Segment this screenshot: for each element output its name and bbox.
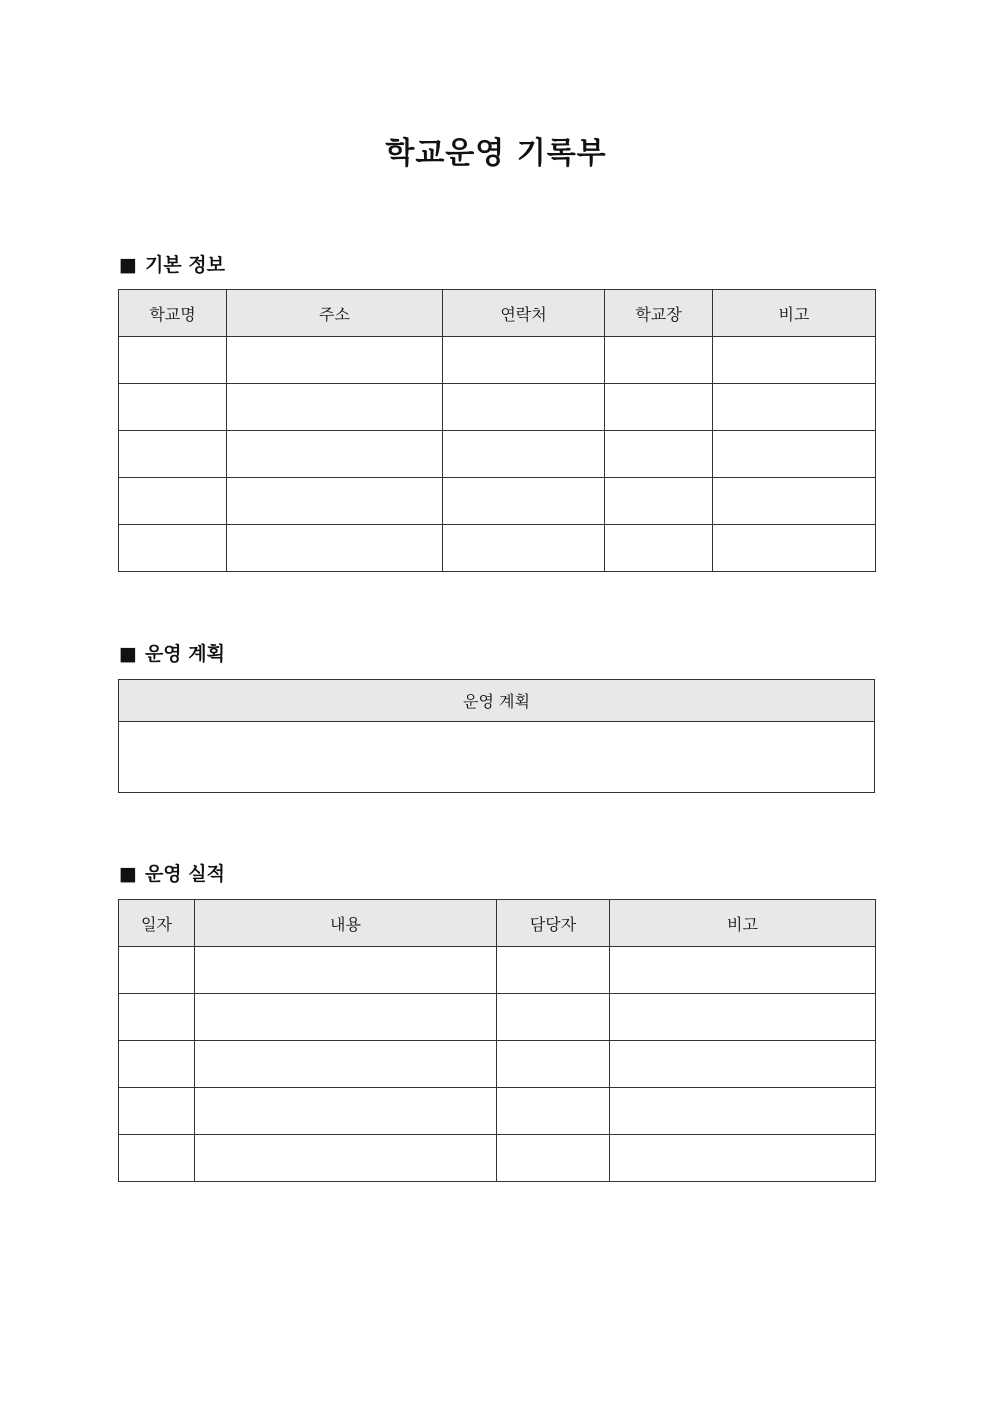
table-cell[interactable] (195, 1088, 497, 1135)
section-title: 운영 실적 (144, 863, 225, 885)
table-cell[interactable] (195, 994, 497, 1041)
table-cell[interactable] (713, 384, 876, 431)
column-header-address: 주소 (227, 290, 443, 337)
table-cell[interactable] (610, 947, 876, 994)
table-header-row (119, 900, 876, 947)
table-cell[interactable] (119, 525, 227, 572)
table-cell[interactable] (713, 525, 876, 572)
column-header-contact: 연락처 (443, 290, 605, 337)
table-header-row (119, 680, 875, 722)
plan-content-cell[interactable] (119, 722, 875, 793)
table-cell[interactable] (713, 337, 876, 384)
table-cell[interactable] (610, 1041, 876, 1088)
table-row (119, 1088, 876, 1135)
table-cell[interactable] (227, 337, 443, 384)
results-table (118, 899, 876, 1182)
table-row (119, 431, 876, 478)
section-title: 운영 계획 (144, 643, 225, 665)
table-cell[interactable] (119, 431, 227, 478)
table-cell[interactable] (195, 1041, 497, 1088)
document-title: 학교운영 기록부 (385, 136, 607, 171)
table-cell[interactable] (605, 337, 713, 384)
table-row (119, 947, 876, 994)
column-header-person-in-charge: 담당자 (497, 900, 610, 947)
table-cell[interactable] (227, 384, 443, 431)
table-cell[interactable] (443, 337, 605, 384)
section-heading-results (119, 861, 225, 887)
table-cell[interactable] (443, 431, 605, 478)
table-cell[interactable] (119, 337, 227, 384)
basic-info-table (118, 289, 876, 572)
table-cell[interactable] (713, 478, 876, 525)
table-cell[interactable] (119, 947, 195, 994)
section-heading-plan (119, 641, 225, 667)
column-header-school-name: 학교명 (119, 290, 227, 337)
square-bullet-icon: ■ (119, 254, 137, 276)
square-bullet-icon: ■ (119, 643, 137, 665)
table-row (119, 337, 876, 384)
column-header-plan: 운영 계획 (119, 680, 875, 722)
table-cell[interactable] (195, 1135, 497, 1182)
table-cell[interactable] (443, 384, 605, 431)
table-cell[interactable] (227, 478, 443, 525)
column-header-remarks: 비고 (610, 900, 876, 947)
table-row (119, 1135, 876, 1182)
column-header-remarks: 비고 (713, 290, 876, 337)
table-cell[interactable] (497, 994, 610, 1041)
table-cell[interactable] (119, 478, 227, 525)
square-bullet-icon: ■ (119, 863, 137, 885)
table-cell[interactable] (497, 1135, 610, 1182)
plan-table (118, 679, 875, 793)
table-cell[interactable] (195, 947, 497, 994)
table-cell[interactable] (119, 384, 227, 431)
table-cell[interactable] (713, 431, 876, 478)
table-cell[interactable] (605, 478, 713, 525)
table-cell[interactable] (497, 947, 610, 994)
table-cell[interactable] (610, 994, 876, 1041)
table-cell[interactable] (605, 384, 713, 431)
column-header-date: 일자 (119, 900, 195, 947)
table-cell[interactable] (119, 1088, 195, 1135)
table-cell[interactable] (227, 525, 443, 572)
table-cell[interactable] (610, 1088, 876, 1135)
table-cell[interactable] (443, 525, 605, 572)
column-header-principal: 학교장 (605, 290, 713, 337)
table-row (119, 384, 876, 431)
section-title: 기본 정보 (144, 254, 225, 276)
table-row (119, 722, 875, 793)
table-cell[interactable] (605, 431, 713, 478)
table-header-row (119, 290, 876, 337)
table-cell[interactable] (443, 478, 605, 525)
table-cell[interactable] (119, 1041, 195, 1088)
table-cell[interactable] (497, 1041, 610, 1088)
table-row (119, 1041, 876, 1088)
column-header-content: 내용 (195, 900, 497, 947)
table-cell[interactable] (119, 994, 195, 1041)
table-cell[interactable] (605, 525, 713, 572)
table-cell[interactable] (227, 431, 443, 478)
table-row (119, 994, 876, 1041)
table-cell[interactable] (497, 1088, 610, 1135)
table-row (119, 478, 876, 525)
table-row (119, 525, 876, 572)
section-heading-basic-info (119, 252, 225, 278)
table-cell[interactable] (119, 1135, 195, 1182)
table-cell[interactable] (610, 1135, 876, 1182)
